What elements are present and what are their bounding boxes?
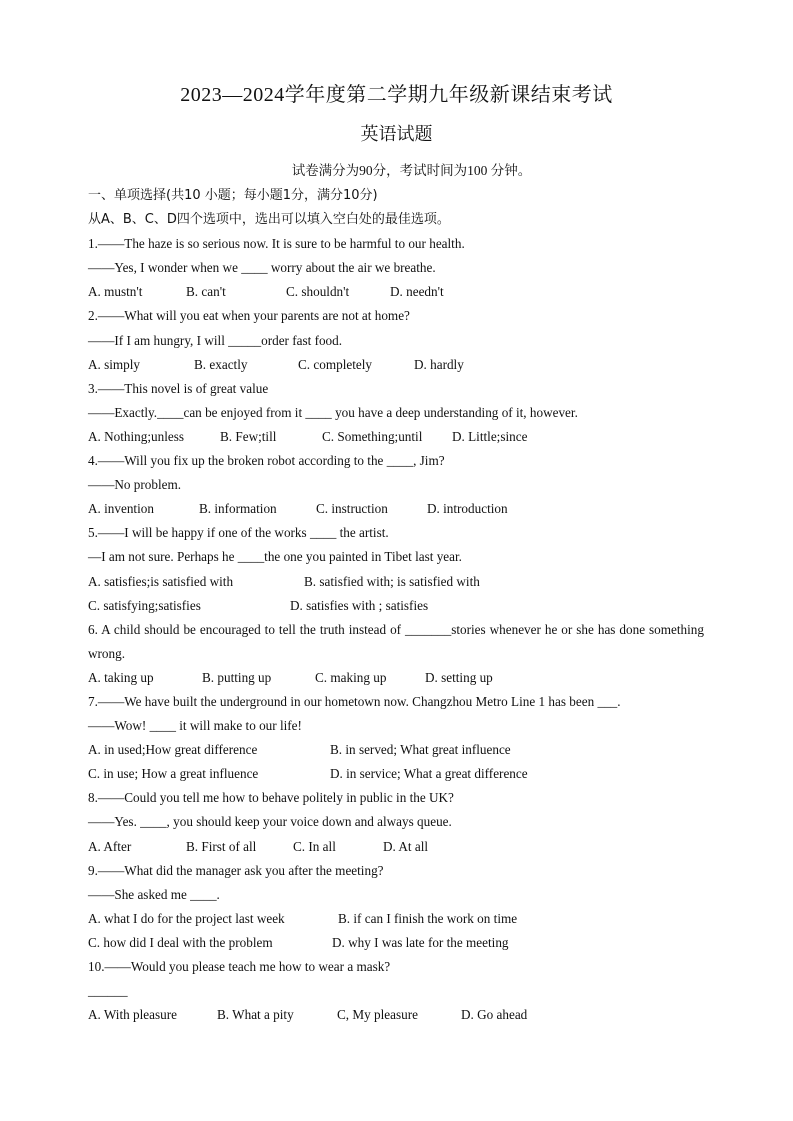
question-4: [88, 449, 704, 521]
option-b: B. exactly: [194, 356, 248, 372]
option-row: [88, 931, 704, 955]
option-c: C. making up: [315, 669, 387, 685]
option-a: A. what I do for the project last week: [88, 910, 285, 926]
option-d: D. needn't: [390, 284, 444, 300]
section-instruction: 从A、B、C、D四个选项中，选出可以填入空白处的最佳选项。: [88, 212, 450, 228]
option-b: B. information: [199, 501, 277, 517]
question-line: ——Exactly.____can be enjoyed from it ____ you have a deep understanding of it, however.: [88, 404, 578, 420]
option-a: A. After: [88, 838, 132, 854]
option-a: A. With pleasure: [88, 1007, 177, 1023]
question-line: ——Yes, I wonder when we ____ worry about the air we breathe.: [88, 260, 436, 276]
question-line: ——She asked me ____.: [88, 886, 220, 902]
question-line: 9.——What did the manager ask you after the meeting?: [88, 862, 384, 878]
option-a: A. in used;How great difference: [88, 742, 258, 758]
question-8: [88, 786, 704, 858]
option-row: [88, 425, 704, 449]
option-c: C. how did I deal with the problem: [88, 934, 273, 950]
question-line: ——If I am hungry, I will _____order fast food.: [88, 332, 343, 348]
question-line: 8.——Could you tell me how to behave politely in public in the UK?: [88, 790, 454, 806]
option-row: [88, 280, 704, 304]
option-b: B. if can I finish the work on time: [338, 910, 518, 926]
option-a: A. invention: [88, 501, 154, 517]
answer-blank: ______: [88, 983, 128, 999]
exam-subtitle: 英语试题: [360, 124, 433, 144]
question-line: —I am not sure. Perhaps he ____the one you painted in Tibet last year.: [88, 549, 462, 565]
option-row: [88, 570, 704, 594]
option-b: B. in served; What great influence: [330, 742, 511, 758]
question-2: [88, 304, 704, 376]
option-c: C, My pleasure: [337, 1007, 418, 1023]
question-line: ——Wow! ____ it will make to our life!: [88, 718, 302, 734]
option-c: C. shouldn't: [286, 284, 350, 300]
option-a: A. simply: [88, 356, 141, 372]
option-b: B. First of all: [186, 838, 257, 854]
question-section: [88, 184, 704, 1027]
option-a: A. taking up: [88, 669, 154, 685]
question-line: 2.——What will you eat when your parents are not at home?: [88, 308, 410, 324]
option-c: C. satisfying;satisfies: [88, 597, 201, 613]
option-d: D. why I was late for the meeting: [332, 934, 509, 950]
question-1: [88, 232, 704, 304]
option-b: B. satisfied with; is satisfied with: [304, 573, 480, 589]
option-d: D. introduction: [427, 501, 508, 517]
question-9: [88, 859, 704, 955]
question-line: ——No problem.: [88, 477, 182, 493]
option-row: [88, 835, 704, 859]
option-b: B. can't: [186, 284, 226, 300]
option-row: [88, 738, 704, 762]
option-c: C. in use; How a great influence: [88, 766, 259, 782]
question-7: [88, 690, 704, 786]
option-d: D. satisfies with ; satisfies: [290, 597, 429, 613]
question-3: [88, 377, 704, 449]
exam-note: 试卷满分为90分，考试时间为100 分钟。: [291, 163, 532, 178]
option-b: B. putting up: [202, 669, 272, 685]
section-heading: 一、单项选择(共10 小题；每小题1分，满分10分): [88, 188, 378, 203]
option-row: [88, 497, 704, 521]
option-row: [88, 666, 704, 690]
option-b: B. What a pity: [217, 1007, 294, 1023]
question-line: 10.——Would you please teach me how to wear a mask?: [88, 959, 391, 974]
option-c: C. completely: [298, 356, 372, 372]
option-row: [88, 907, 704, 931]
question-line: 7.——We have built the underground in our hometown now. Changzhou Metro Line 1 has been ___.: [88, 693, 621, 709]
option-row: [88, 1003, 704, 1027]
question-10: [88, 955, 704, 1027]
question-6: [88, 618, 704, 690]
question-line: 5.——I will be happy if one of the works ____ the artist.: [88, 525, 389, 541]
question-line: 4.——Will you fix up the broken robot according to the ____, Jim?: [88, 453, 445, 469]
option-a: A. Nothing;unless: [88, 428, 184, 444]
option-row: [88, 762, 704, 786]
option-a: A. satisfies;is satisfied with: [88, 573, 234, 589]
question-line: 6. A child should be encouraged to tell the truth instead of _______stories whenever he or she has done something wrong.: [88, 621, 704, 661]
question-line: ——Yes. ____, you should keep your voice down and always queue.: [88, 814, 452, 830]
option-d: D. Little;since: [452, 428, 528, 444]
option-row: [88, 594, 704, 618]
option-d: D. in service; What a great difference: [330, 766, 528, 782]
option-d: D. hardly: [414, 356, 464, 372]
option-row: [88, 353, 704, 377]
option-c: C. instruction: [316, 501, 388, 517]
option-c: C. Something;until: [322, 428, 423, 444]
exam-title: 2023—2024学年度第二学期九年级新课结束考试: [180, 84, 613, 106]
option-a: A. mustn't: [88, 284, 143, 300]
option-d: D. Go ahead: [461, 1007, 528, 1023]
question-5: [88, 521, 704, 617]
option-b: B. Few;till: [220, 428, 277, 444]
question-line: 1.——The haze is so serious now. It is sure to be harmful to our health.: [88, 236, 465, 252]
option-d: D. setting up: [425, 669, 493, 685]
question-line: 3.——This novel is of great value: [88, 380, 269, 396]
option-d: D. At all: [383, 838, 429, 854]
option-c: C. In all: [293, 838, 336, 854]
